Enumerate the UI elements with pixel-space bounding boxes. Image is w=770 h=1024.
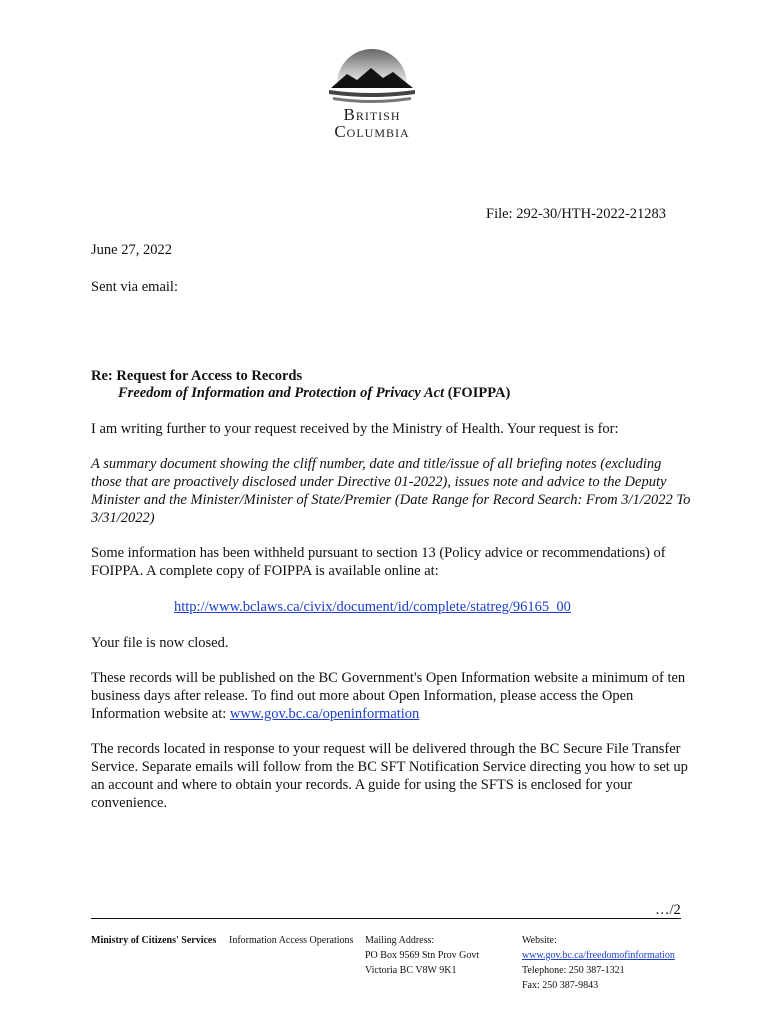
page-marker: …/2 [655, 902, 681, 918]
open-information-link[interactable]: www.gov.bc.ca/openinformation [229, 706, 420, 722]
fax: Fax: 250 387-9843 [522, 980, 599, 991]
act-name: Freedom of Information and Protection of Privacy Act [118, 385, 445, 401]
withheld-paragraph: Some information has been withheld pursuant to section 13 (Policy advice or recommendations) of FOIPPA. A complete copy of FOIPPA is available online at: [91, 545, 666, 579]
bc-logo [312, 44, 432, 146]
foippa-link[interactable]: http://www.bclaws.ca/civix/document/id/complete/statreg/96165_00 [174, 599, 571, 615]
footer-contact [522, 933, 675, 993]
mail-line2: Victoria BC V8W 9K1 [365, 965, 457, 976]
act-abbr: (FOIPPA) [444, 385, 511, 401]
mail-line1: PO Box 9569 Stn Prov Govt [365, 950, 480, 961]
file-reference: File: 292-30/HTH-2022-21283 [486, 206, 667, 222]
request-text: A summary document showing the cliff number, date and title/issue of all briefing notes (excluding those that are proactively disclosed under Directive 01-2022), issues note and advice to the Deputy Minister and the Minister/Minister of State/Premier (Date Range for Record Search: From 3/1/2022 To 3/31/2022) [91, 456, 691, 526]
intro-paragraph: I am writing further to your request received by the Ministry of Health. Your request is for: [91, 421, 619, 437]
footer-ops: Information Access Operations [229, 935, 354, 946]
telephone: Telephone: 250 387-1321 [522, 965, 625, 976]
logo-text-columbia: Columbia [334, 122, 410, 141]
mail-label: Mailing Address: [365, 935, 435, 946]
subject-line: Re: Request for Access to Records [91, 368, 303, 384]
closed-paragraph: Your file is now closed. [91, 635, 229, 651]
website-link[interactable]: www.gov.bc.ca/freedomofinformation [522, 950, 675, 961]
footer-ministry: Ministry of Citizens' Services [91, 935, 217, 946]
bc-sunburst-mountains-icon [327, 44, 417, 106]
sfts-paragraph: The records located in response to your request will be delivered through the BC Secure File Transfer Service. Separate emails will follow from the BC SFT Notification Service directing you how to set up an account and where to obtain your records. A guide for using the SFTS is enclosed for your convenience. [91, 741, 688, 811]
logo-text-british: British [343, 105, 401, 124]
publish-paragraph [91, 669, 691, 723]
footer-mailing-address [365, 933, 479, 978]
publish-text: These records will be published on the BC Government's Open Information website a minimum of ten business days after release. To find out more about Open Information, please access the Open Information website at: [91, 670, 686, 722]
subject-act [118, 384, 510, 402]
letter-date: June 27, 2022 [91, 242, 172, 258]
footer-divider [91, 918, 681, 919]
web-label: Website: [522, 935, 557, 946]
sent-via: Sent via email: [91, 279, 178, 295]
